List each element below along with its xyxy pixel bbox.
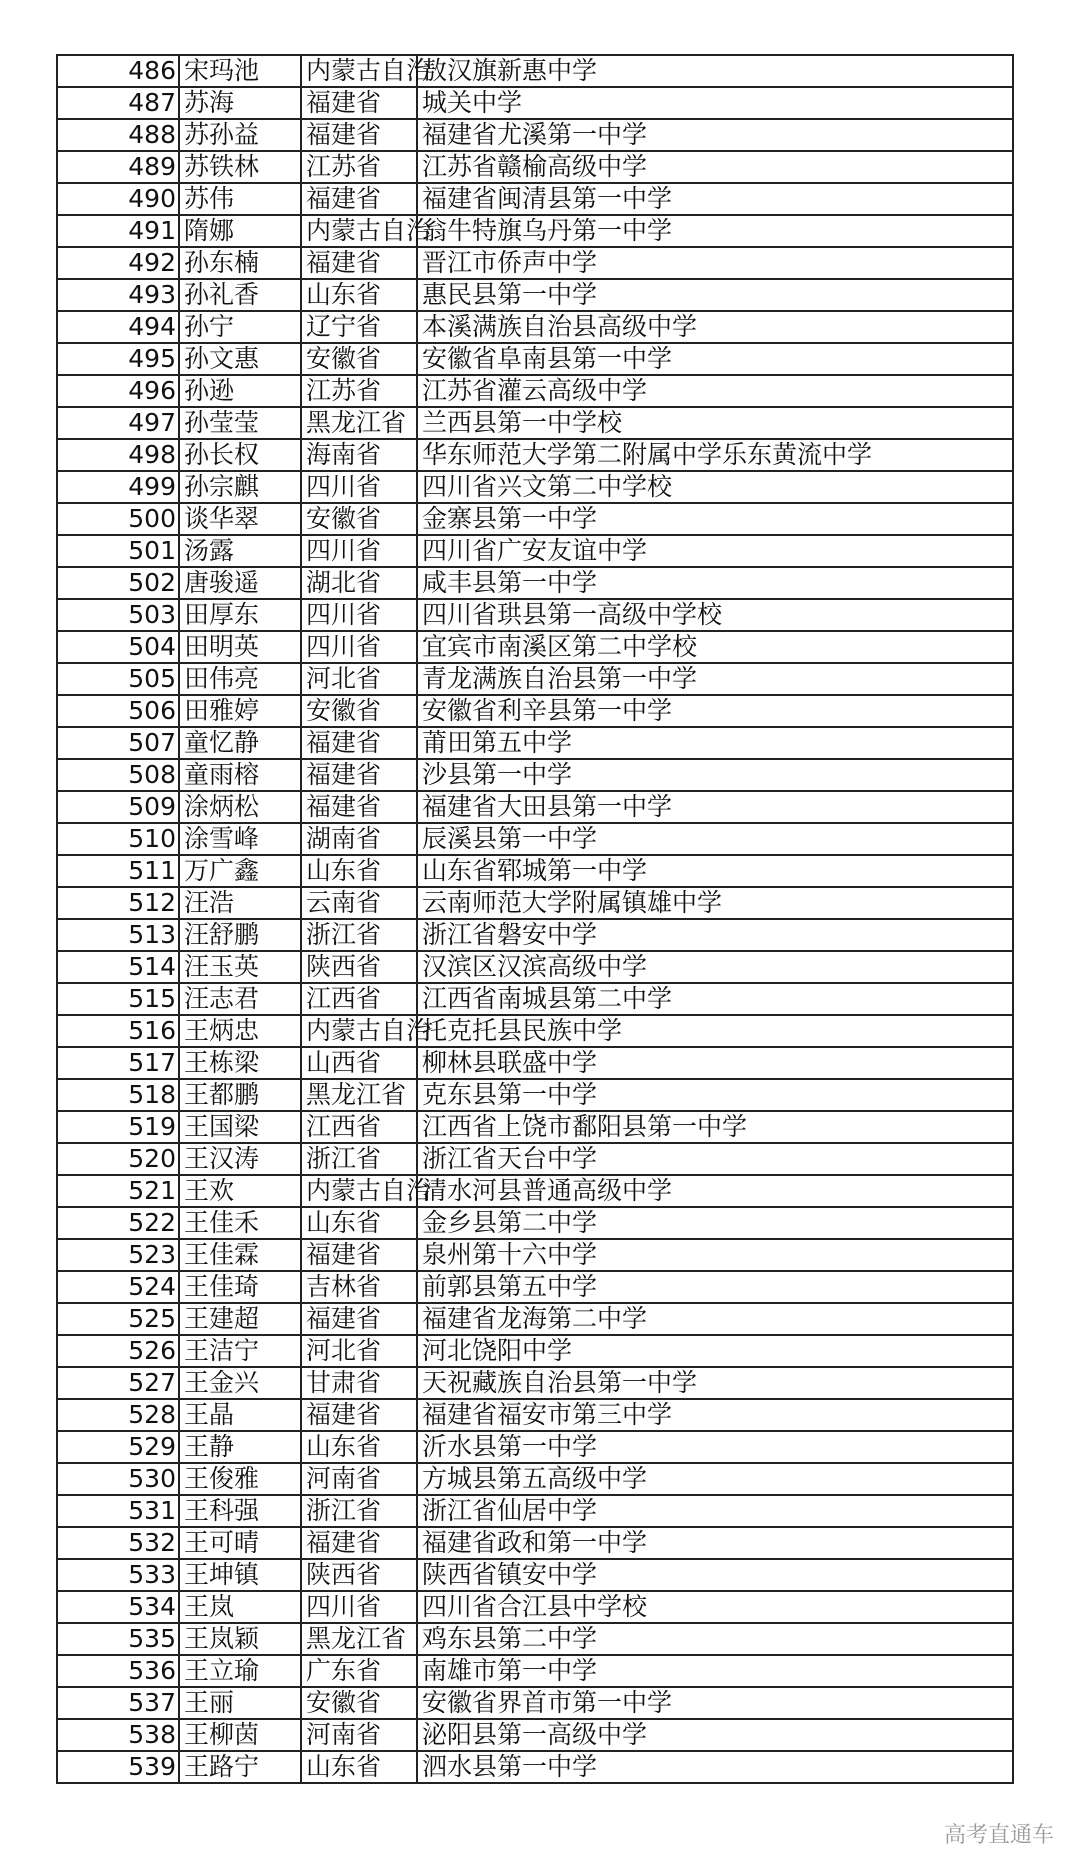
province: 江西省 <box>301 983 417 1015</box>
school: 清水河县普通高级中学 <box>417 1175 1013 1207</box>
school: 汉滨区汉滨高级中学 <box>417 951 1013 983</box>
student-name: 王栋梁 <box>179 1047 301 1079</box>
row-number: 495 <box>57 343 179 375</box>
row-number: 523 <box>57 1239 179 1271</box>
province: 内蒙古自治 <box>301 1015 417 1047</box>
student-name: 王佳琦 <box>179 1271 301 1303</box>
student-name: 田雅婷 <box>179 695 301 727</box>
province: 内蒙古自治 <box>301 1175 417 1207</box>
student-name: 苏孙益 <box>179 119 301 151</box>
school: 莆田第五中学 <box>417 727 1013 759</box>
table-row <box>57 1431 1013 1463</box>
student-name: 王金兴 <box>179 1367 301 1399</box>
row-number: 516 <box>57 1015 179 1047</box>
province: 四川省 <box>301 599 417 631</box>
student-name: 汪志君 <box>179 983 301 1015</box>
school: 河北饶阳中学 <box>417 1335 1013 1367</box>
table-row <box>57 439 1013 471</box>
school: 敖汉旗新惠中学 <box>417 55 1013 87</box>
school: 托克托县民族中学 <box>417 1015 1013 1047</box>
student-name: 涂雪峰 <box>179 823 301 855</box>
province: 福建省 <box>301 727 417 759</box>
table-row <box>57 375 1013 407</box>
student-name: 王都鹏 <box>179 1079 301 1111</box>
table-row <box>57 759 1013 791</box>
student-name: 王路宁 <box>179 1751 301 1783</box>
student-name: 谈华翠 <box>179 503 301 535</box>
school: 江苏省灌云高级中学 <box>417 375 1013 407</box>
table-row <box>57 1719 1013 1751</box>
row-number: 531 <box>57 1495 179 1527</box>
student-name: 汪舒鹏 <box>179 919 301 951</box>
row-number: 502 <box>57 567 179 599</box>
province: 河南省 <box>301 1463 417 1495</box>
row-number: 539 <box>57 1751 179 1783</box>
province: 内蒙古自治 <box>301 215 417 247</box>
province: 河北省 <box>301 663 417 695</box>
province: 福建省 <box>301 247 417 279</box>
table-row <box>57 1495 1013 1527</box>
province: 福建省 <box>301 1527 417 1559</box>
row-number: 515 <box>57 983 179 1015</box>
row-number: 521 <box>57 1175 179 1207</box>
row-number: 499 <box>57 471 179 503</box>
school: 福建省政和第一中学 <box>417 1527 1013 1559</box>
row-number: 489 <box>57 151 179 183</box>
student-name: 王洁宁 <box>179 1335 301 1367</box>
school: 前郭县第五中学 <box>417 1271 1013 1303</box>
province: 山东省 <box>301 1751 417 1783</box>
row-number: 493 <box>57 279 179 311</box>
table-row <box>57 1687 1013 1719</box>
table-row <box>57 855 1013 887</box>
table-row <box>57 1079 1013 1111</box>
school: 泗水县第一中学 <box>417 1751 1013 1783</box>
student-name: 王汉涛 <box>179 1143 301 1175</box>
school: 江西省南城县第二中学 <box>417 983 1013 1015</box>
row-number: 517 <box>57 1047 179 1079</box>
province: 吉林省 <box>301 1271 417 1303</box>
table-row <box>57 599 1013 631</box>
student-name: 孙礼香 <box>179 279 301 311</box>
province: 黑龙江省 <box>301 407 417 439</box>
student-name: 孙逊 <box>179 375 301 407</box>
school: 山东省郓城第一中学 <box>417 855 1013 887</box>
school: 宜宾市南溪区第二中学校 <box>417 631 1013 663</box>
school: 云南师范大学附属镇雄中学 <box>417 887 1013 919</box>
province: 山东省 <box>301 1431 417 1463</box>
row-number: 513 <box>57 919 179 951</box>
school: 方城县第五高级中学 <box>417 1463 1013 1495</box>
student-name: 王立瑜 <box>179 1655 301 1687</box>
table-row <box>57 247 1013 279</box>
table-row <box>57 407 1013 439</box>
student-name: 隋娜 <box>179 215 301 247</box>
table-row <box>57 119 1013 151</box>
province: 山西省 <box>301 1047 417 1079</box>
student-name: 汤露 <box>179 535 301 567</box>
table-row <box>57 279 1013 311</box>
row-number: 519 <box>57 1111 179 1143</box>
province: 安徽省 <box>301 343 417 375</box>
table-row <box>57 503 1013 535</box>
row-number: 538 <box>57 1719 179 1751</box>
school: 翁牛特旗乌丹第一中学 <box>417 215 1013 247</box>
province: 福建省 <box>301 1239 417 1271</box>
school: 金乡县第二中学 <box>417 1207 1013 1239</box>
school: 沂水县第一中学 <box>417 1431 1013 1463</box>
province: 江苏省 <box>301 151 417 183</box>
row-number: 509 <box>57 791 179 823</box>
student-name: 田厚东 <box>179 599 301 631</box>
row-number: 512 <box>57 887 179 919</box>
row-number: 500 <box>57 503 179 535</box>
student-name: 童雨榕 <box>179 759 301 791</box>
student-name: 孙长权 <box>179 439 301 471</box>
student-name: 王柳茵 <box>179 1719 301 1751</box>
table-row <box>57 1399 1013 1431</box>
student-name: 王国梁 <box>179 1111 301 1143</box>
student-name: 宋玛池 <box>179 55 301 87</box>
school: 城关中学 <box>417 87 1013 119</box>
table-row <box>57 311 1013 343</box>
row-number: 522 <box>57 1207 179 1239</box>
student-name: 唐骏遥 <box>179 567 301 599</box>
student-name: 王丽 <box>179 1687 301 1719</box>
roster-sheet <box>56 54 1012 1784</box>
table-row <box>57 695 1013 727</box>
table-row <box>57 87 1013 119</box>
table-row <box>57 1751 1013 1783</box>
student-name: 王静 <box>179 1431 301 1463</box>
student-name: 孙文惠 <box>179 343 301 375</box>
table-row <box>57 183 1013 215</box>
row-number: 530 <box>57 1463 179 1495</box>
province: 内蒙古自治 <box>301 55 417 87</box>
province: 辽宁省 <box>301 311 417 343</box>
school: 江西省上饶市鄱阳县第一中学 <box>417 1111 1013 1143</box>
student-name: 王坤镇 <box>179 1559 301 1591</box>
table-row <box>57 1591 1013 1623</box>
table-row <box>57 567 1013 599</box>
school: 惠民县第一中学 <box>417 279 1013 311</box>
province: 云南省 <box>301 887 417 919</box>
province: 海南省 <box>301 439 417 471</box>
province: 福建省 <box>301 1399 417 1431</box>
school: 晋江市侨声中学 <box>417 247 1013 279</box>
table-row <box>57 535 1013 567</box>
student-name: 田明英 <box>179 631 301 663</box>
province: 黑龙江省 <box>301 1079 417 1111</box>
table-row <box>57 983 1013 1015</box>
province: 四川省 <box>301 471 417 503</box>
student-name: 王佳霖 <box>179 1239 301 1271</box>
student-name: 万广鑫 <box>179 855 301 887</box>
table-row <box>57 1143 1013 1175</box>
province: 福建省 <box>301 791 417 823</box>
row-number: 491 <box>57 215 179 247</box>
table-row <box>57 823 1013 855</box>
province: 山东省 <box>301 855 417 887</box>
student-table <box>56 54 1014 1784</box>
row-number: 537 <box>57 1687 179 1719</box>
province: 山东省 <box>301 279 417 311</box>
student-name: 王佳禾 <box>179 1207 301 1239</box>
row-number: 508 <box>57 759 179 791</box>
student-name: 孙莹莹 <box>179 407 301 439</box>
province: 安徽省 <box>301 1687 417 1719</box>
province: 陕西省 <box>301 951 417 983</box>
province: 陕西省 <box>301 1559 417 1591</box>
table-row <box>57 1047 1013 1079</box>
row-number: 494 <box>57 311 179 343</box>
row-number: 514 <box>57 951 179 983</box>
province: 江西省 <box>301 1111 417 1143</box>
student-name: 孙宗麒 <box>179 471 301 503</box>
province: 广东省 <box>301 1655 417 1687</box>
row-number: 507 <box>57 727 179 759</box>
table-row <box>57 55 1013 87</box>
school: 泉州第十六中学 <box>417 1239 1013 1271</box>
row-number: 503 <box>57 599 179 631</box>
row-number: 524 <box>57 1271 179 1303</box>
table-row <box>57 1239 1013 1271</box>
row-number: 504 <box>57 631 179 663</box>
watermark: 高考直通车 <box>943 1823 1054 1848</box>
table-row <box>57 663 1013 695</box>
province: 湖北省 <box>301 567 417 599</box>
table-row <box>57 1207 1013 1239</box>
table-row <box>57 887 1013 919</box>
student-name: 涂炳松 <box>179 791 301 823</box>
row-number: 497 <box>57 407 179 439</box>
student-name: 汪浩 <box>179 887 301 919</box>
province: 四川省 <box>301 1591 417 1623</box>
student-name: 田伟亮 <box>179 663 301 695</box>
table-row <box>57 1303 1013 1335</box>
row-number: 510 <box>57 823 179 855</box>
row-number: 496 <box>57 375 179 407</box>
row-number: 527 <box>57 1367 179 1399</box>
school: 金寨县第一中学 <box>417 503 1013 535</box>
table-row <box>57 1559 1013 1591</box>
province: 黑龙江省 <box>301 1623 417 1655</box>
school: 陕西省镇安中学 <box>417 1559 1013 1591</box>
table-row <box>57 1367 1013 1399</box>
school: 柳林县联盛中学 <box>417 1047 1013 1079</box>
student-name: 王俊雅 <box>179 1463 301 1495</box>
row-number: 528 <box>57 1399 179 1431</box>
school: 安徽省阜南县第一中学 <box>417 343 1013 375</box>
row-number: 501 <box>57 535 179 567</box>
province: 甘肃省 <box>301 1367 417 1399</box>
table-row <box>57 919 1013 951</box>
school: 福建省龙海第二中学 <box>417 1303 1013 1335</box>
province: 福建省 <box>301 1303 417 1335</box>
table-row <box>57 215 1013 247</box>
school: 辰溪县第一中学 <box>417 823 1013 855</box>
school: 安徽省界首市第一中学 <box>417 1687 1013 1719</box>
province: 福建省 <box>301 183 417 215</box>
school: 四川省珙县第一高级中学校 <box>417 599 1013 631</box>
table-row <box>57 1655 1013 1687</box>
school: 福建省尤溪第一中学 <box>417 119 1013 151</box>
province: 江苏省 <box>301 375 417 407</box>
school: 江苏省赣榆高级中学 <box>417 151 1013 183</box>
school: 四川省合江县中学校 <box>417 1591 1013 1623</box>
school: 兰西县第一中学校 <box>417 407 1013 439</box>
province: 福建省 <box>301 119 417 151</box>
row-number: 486 <box>57 55 179 87</box>
student-name: 王岚 <box>179 1591 301 1623</box>
student-name: 孙宁 <box>179 311 301 343</box>
table-row <box>57 1015 1013 1047</box>
student-name: 王可晴 <box>179 1527 301 1559</box>
school: 本溪满族自治县高级中学 <box>417 311 1013 343</box>
school: 浙江省仙居中学 <box>417 1495 1013 1527</box>
row-number: 498 <box>57 439 179 471</box>
table-row <box>57 1527 1013 1559</box>
school: 青龙满族自治县第一中学 <box>417 663 1013 695</box>
table-row <box>57 151 1013 183</box>
row-number: 518 <box>57 1079 179 1111</box>
table-row <box>57 951 1013 983</box>
school: 天祝藏族自治县第一中学 <box>417 1367 1013 1399</box>
school: 泌阳县第一高级中学 <box>417 1719 1013 1751</box>
student-name: 苏铁林 <box>179 151 301 183</box>
province: 湖南省 <box>301 823 417 855</box>
school: 南雄市第一中学 <box>417 1655 1013 1687</box>
school: 鸡东县第二中学 <box>417 1623 1013 1655</box>
table-row <box>57 1175 1013 1207</box>
table-row <box>57 1623 1013 1655</box>
province: 四川省 <box>301 535 417 567</box>
student-name: 王炳忠 <box>179 1015 301 1047</box>
school: 福建省闽清县第一中学 <box>417 183 1013 215</box>
school: 华东师范大学第二附属中学乐东黄流中学 <box>417 439 1013 471</box>
table-row <box>57 791 1013 823</box>
student-name: 王科强 <box>179 1495 301 1527</box>
table-row <box>57 631 1013 663</box>
table-row <box>57 1271 1013 1303</box>
province: 福建省 <box>301 759 417 791</box>
province: 浙江省 <box>301 1143 417 1175</box>
table-row <box>57 1111 1013 1143</box>
row-number: 492 <box>57 247 179 279</box>
school: 克东县第一中学 <box>417 1079 1013 1111</box>
student-name: 童忆静 <box>179 727 301 759</box>
student-name: 孙东楠 <box>179 247 301 279</box>
province: 河南省 <box>301 1719 417 1751</box>
row-number: 520 <box>57 1143 179 1175</box>
table-row <box>57 1463 1013 1495</box>
row-number: 534 <box>57 1591 179 1623</box>
school: 四川省广安友谊中学 <box>417 535 1013 567</box>
row-number: 535 <box>57 1623 179 1655</box>
row-number: 511 <box>57 855 179 887</box>
table-row <box>57 343 1013 375</box>
student-name: 苏海 <box>179 87 301 119</box>
student-name: 苏伟 <box>179 183 301 215</box>
student-name: 汪玉英 <box>179 951 301 983</box>
school: 沙县第一中学 <box>417 759 1013 791</box>
row-number: 533 <box>57 1559 179 1591</box>
province: 山东省 <box>301 1207 417 1239</box>
school: 浙江省天台中学 <box>417 1143 1013 1175</box>
row-number: 487 <box>57 87 179 119</box>
school: 福建省大田县第一中学 <box>417 791 1013 823</box>
row-number: 525 <box>57 1303 179 1335</box>
row-number: 526 <box>57 1335 179 1367</box>
student-name: 王欢 <box>179 1175 301 1207</box>
school: 福建省福安市第三中学 <box>417 1399 1013 1431</box>
row-number: 506 <box>57 695 179 727</box>
row-number: 529 <box>57 1431 179 1463</box>
row-number: 490 <box>57 183 179 215</box>
table-row <box>57 1335 1013 1367</box>
table-row <box>57 727 1013 759</box>
row-number: 488 <box>57 119 179 151</box>
student-name: 王建超 <box>179 1303 301 1335</box>
school: 四川省兴文第二中学校 <box>417 471 1013 503</box>
province: 安徽省 <box>301 503 417 535</box>
province: 福建省 <box>301 87 417 119</box>
table-row <box>57 471 1013 503</box>
school: 咸丰县第一中学 <box>417 567 1013 599</box>
student-name: 王晶 <box>179 1399 301 1431</box>
row-number: 505 <box>57 663 179 695</box>
province: 浙江省 <box>301 1495 417 1527</box>
row-number: 532 <box>57 1527 179 1559</box>
school: 安徽省利辛县第一中学 <box>417 695 1013 727</box>
school: 浙江省磐安中学 <box>417 919 1013 951</box>
province: 四川省 <box>301 631 417 663</box>
province: 安徽省 <box>301 695 417 727</box>
student-name: 王岚颖 <box>179 1623 301 1655</box>
province: 河北省 <box>301 1335 417 1367</box>
row-number: 536 <box>57 1655 179 1687</box>
province: 浙江省 <box>301 919 417 951</box>
